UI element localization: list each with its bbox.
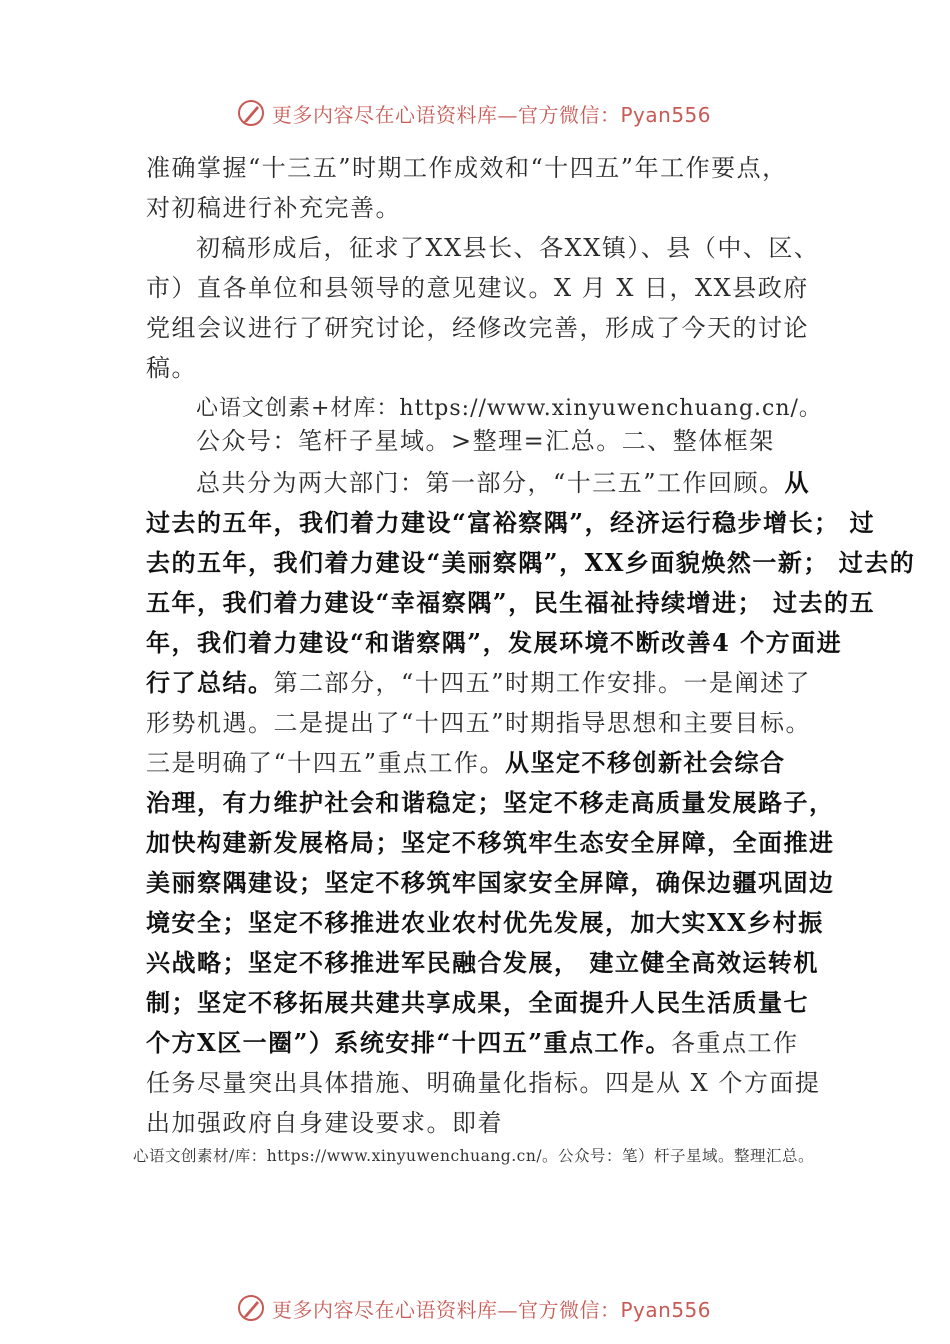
footer-banner xyxy=(236,1291,711,1325)
pen-logo-icon xyxy=(236,98,266,128)
text-line: 个方X区一圈”）系统安排“十四五”重点工作。各重点工作 xyxy=(146,1028,799,1057)
text-line: 兴战略；坚定不移推进军民融合发展， 建立健全高效运转机 xyxy=(146,948,819,977)
banner-text: 更多内容尽在心语资料库—官方微信：Pyan556 xyxy=(272,102,712,127)
text-line: 初稿形成后，征求了XX县长、各XX镇）、县（中、区、 xyxy=(196,234,820,262)
text-line: 市）直各单位和县领导的意见建议。X 月 X 日，XX县政府 xyxy=(146,274,809,302)
text-line: 行了总结。第二部分，“十四五”时期工作安排。一是阐述了 xyxy=(146,668,812,697)
banner-text: 更多内容尽在心语资料库—官方微信：Pyan556 xyxy=(272,1297,712,1322)
text-line: 去的五年，我们着力建设“美丽察隅”，XX乡面貌焕然一新； 过去的 xyxy=(146,548,916,577)
text-line: 五年，我们着力建设“幸福察隅”，民生福祉持续增进； 过去的五 xyxy=(146,588,875,617)
text-line: 年，我们着力建设“和谐察隅”，发展环境不断改善4 个方面进 xyxy=(146,628,843,657)
footer-note: 心语文创素材/库：https://www.xinyuwenchuang.cn/。公众号：笔）杆子星域。整理汇总。 xyxy=(133,1147,815,1165)
pen-logo-icon xyxy=(236,1293,266,1323)
text-line: 稿。 xyxy=(146,354,197,382)
text-line: 过去的五年，我们着力建设“富裕察隅”，经济运行稳步增长； 过 xyxy=(146,508,875,537)
text-line: 准确掌握“十三五”时期工作成效和“十四五”年工作要点， xyxy=(146,154,788,182)
text-line: 任务尽量突出具体措施、明确量化指标。四是从 X 个方面提 xyxy=(146,1069,821,1097)
text-line: 美丽察隅建设；坚定不移筑牢国家安全屏障，确保边疆巩固边 xyxy=(146,868,835,897)
text-line: 三是明确了“十四五”重点工作。从坚定不移创新社会综合 xyxy=(146,748,786,777)
text-line: 心语文创素+材库：https://www.xinyuwenchuang.cn/。 xyxy=(196,396,822,421)
text-line: 公众号：笔杆子星域。>整理=汇总。二、整体框架 xyxy=(196,427,775,455)
text-line: 对初稿进行补充完善。 xyxy=(146,194,401,222)
text-line: 出加强政府自身建设要求。即着 xyxy=(146,1109,503,1137)
text-line: 总共分为两大部门：第一部分，“十三五”工作回顾。从 xyxy=(196,468,811,497)
text-line: 制；坚定不移拓展共建共享成果，全面提升人民生活质量七 xyxy=(146,988,809,1017)
text-line: 形势机遇。二是提出了“十四五”时期指导思想和主要目标。 xyxy=(146,709,812,737)
text-line: 党组会议进行了研究讨论，经修改完善，形成了今天的讨论 xyxy=(146,314,809,342)
text-line: 治理，有力维护社会和谐稳定；坚定不移走高质量发展路子， xyxy=(146,788,835,817)
text-line: 境安全；坚定不移推进农业农村优先发展，加大实XX乡村振 xyxy=(146,908,824,937)
header-banner xyxy=(236,96,711,130)
text-line: 加快构建新发展格局；坚定不移筑牢生态安全屏障，全面推进 xyxy=(146,828,835,857)
